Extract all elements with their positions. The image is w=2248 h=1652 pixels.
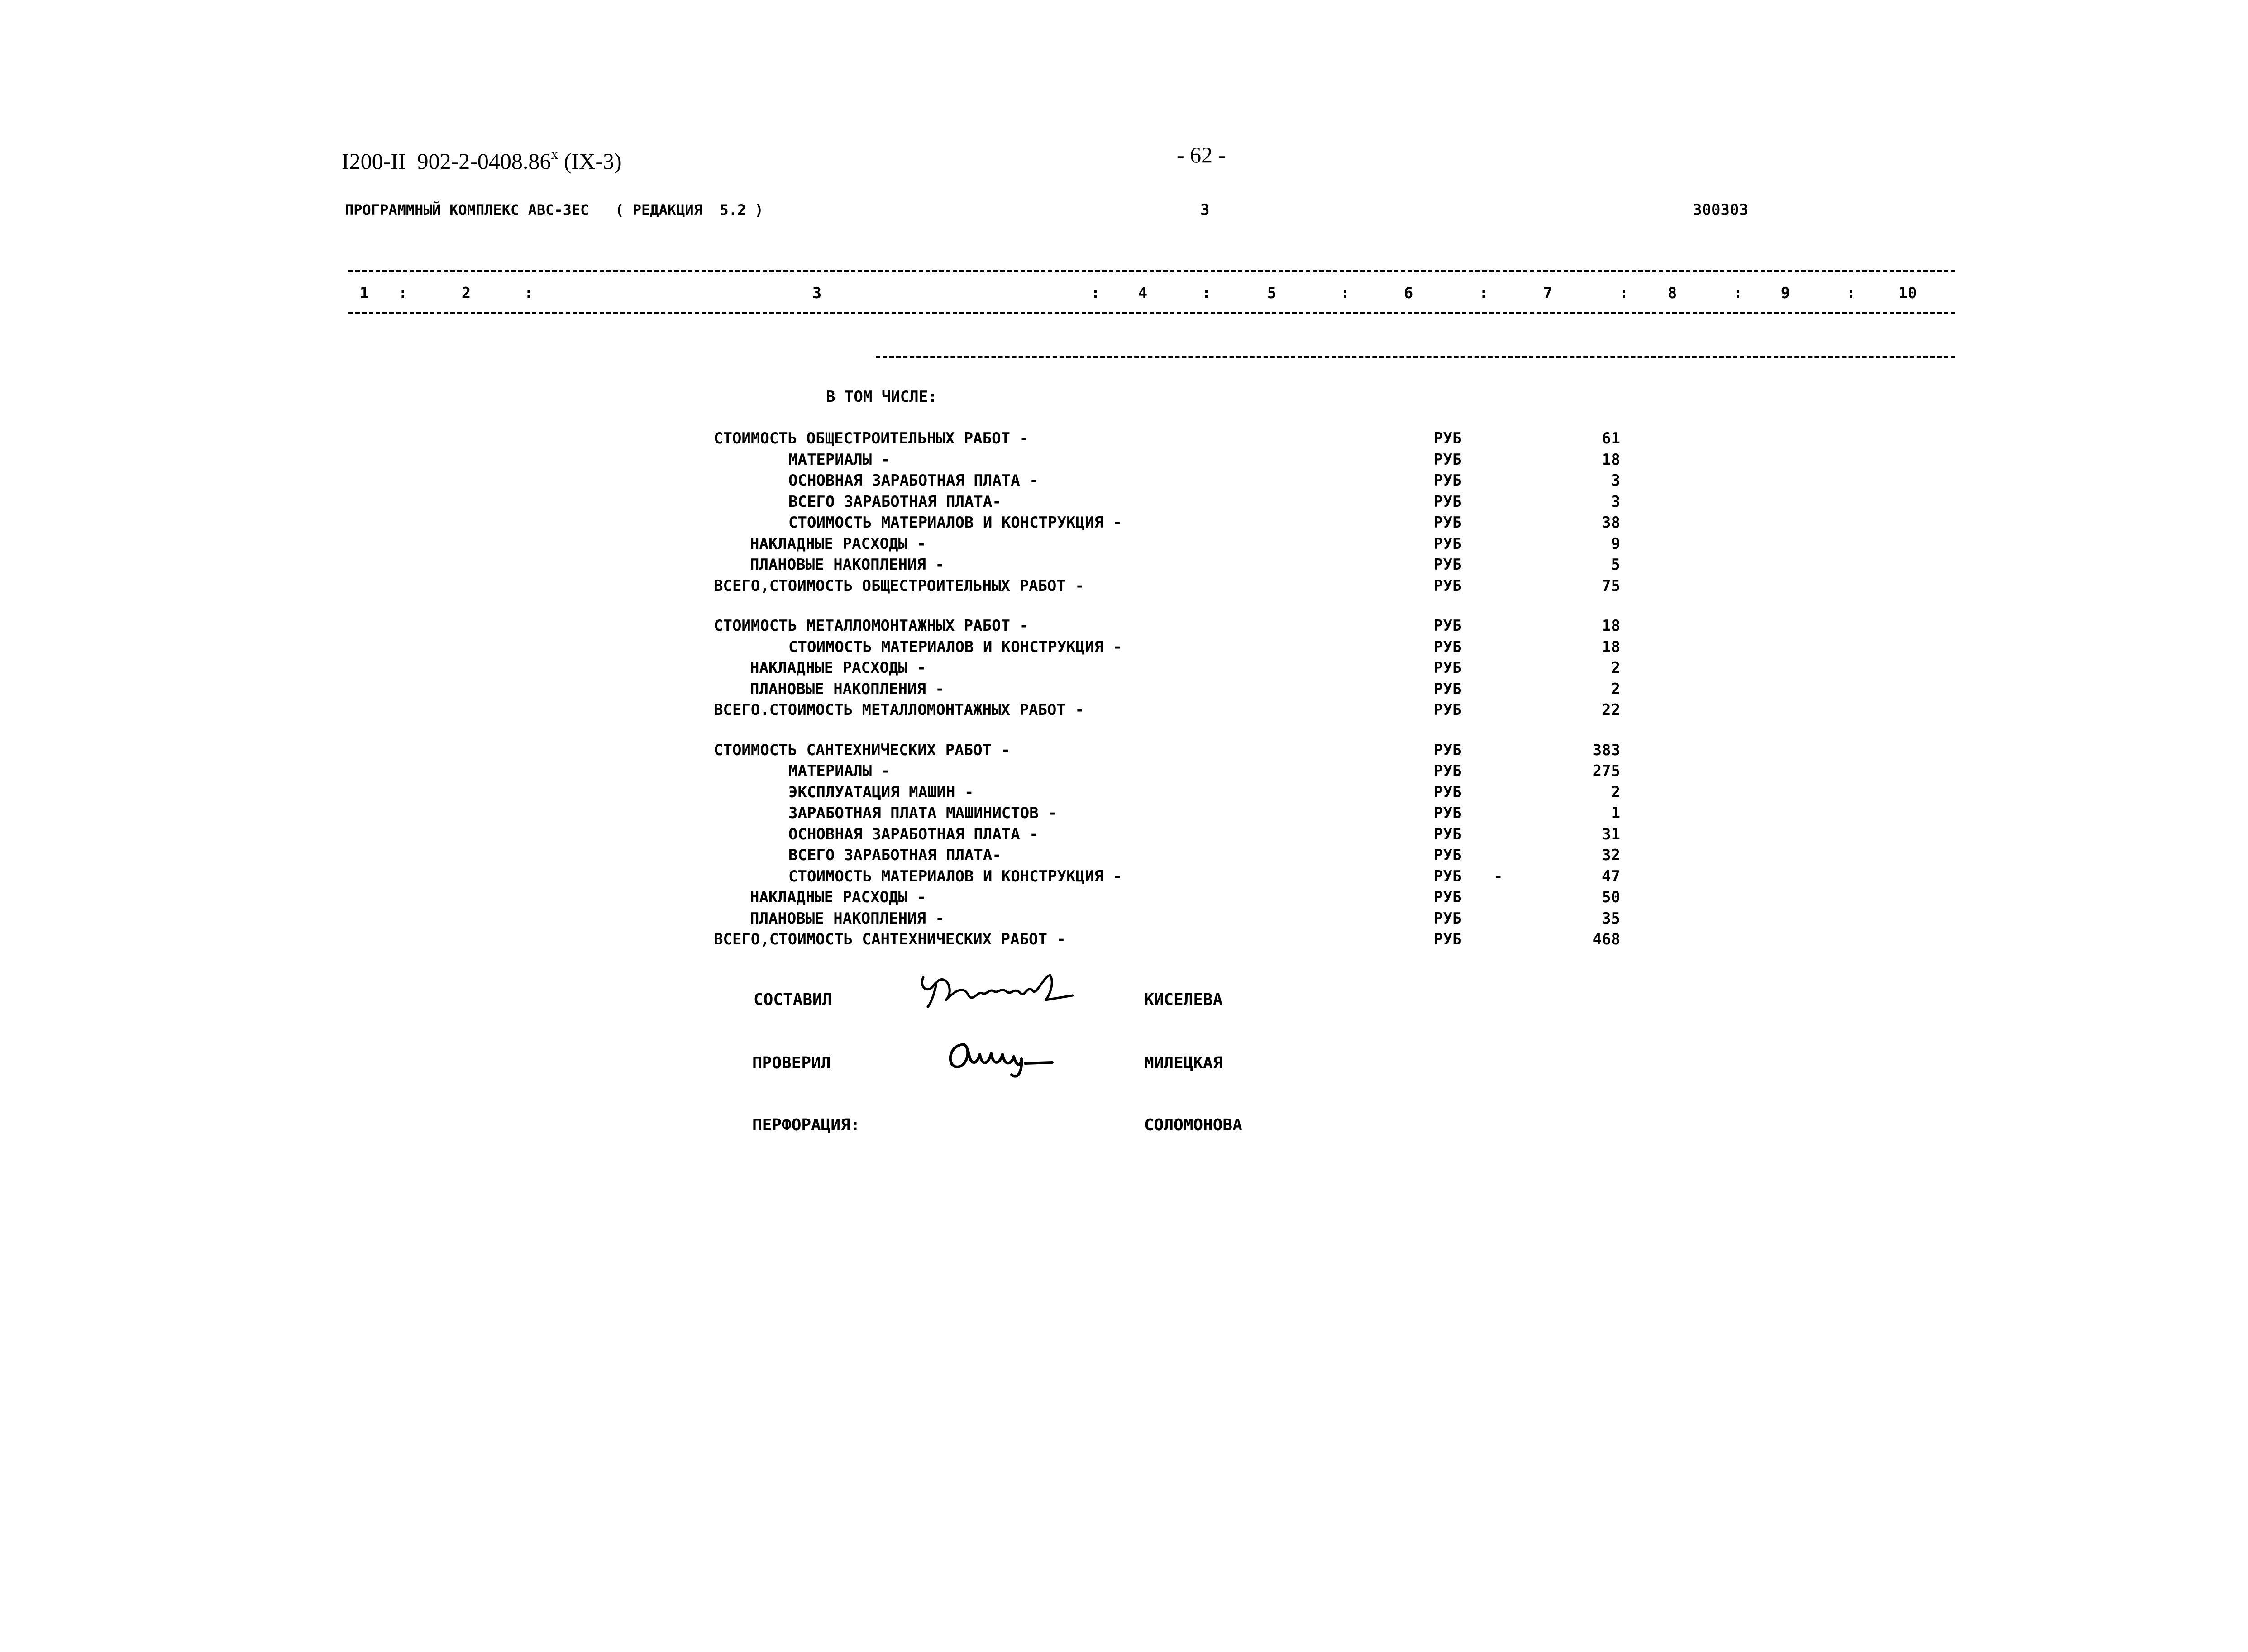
cost-row-unit: РУБ	[1434, 514, 1462, 532]
cost-row-value: 5	[1611, 556, 1620, 574]
cost-row-label: НАКЛАДНЫЕ РАСХОДЫ -	[750, 888, 926, 906]
cost-row-value: 47	[1602, 867, 1620, 886]
cost-row-value: 38	[1602, 514, 1620, 532]
cost-row-value: 383	[1592, 741, 1620, 759]
cost-row-value: 75	[1602, 577, 1620, 595]
cost-row-label: ВСЕГО ЗАРАБОТНАЯ ПЛАТА-	[788, 846, 1002, 864]
cost-row	[0, 929, 2248, 950]
cost-row	[0, 845, 2248, 866]
cost-row-label: ВСЕГО,СТОИМОСТЬ ОБЩЕСТРОИТЕЛЬНЫХ РАБОТ -	[714, 577, 1084, 595]
cost-row-value: 35	[1602, 909, 1620, 928]
cost-row-label: ВСЕГО.СТОИМОСТЬ МЕТАЛЛОМОНТАЖНЫХ РАБОТ -	[714, 701, 1084, 719]
cost-row-label: ОСНОВНАЯ ЗАРАБОТНАЯ ПЛАТА -	[788, 825, 1039, 843]
column-number-4: 4	[1138, 284, 1148, 302]
column-header-top-rule	[348, 270, 1955, 272]
column-number-8: 8	[1667, 284, 1677, 302]
cost-row-label: СТОИМОСТЬ МАТЕРИАЛОВ И КОНСТРУКЦИЯ -	[788, 867, 1122, 886]
checked-name: МИЛЕЦКАЯ	[1144, 1054, 1223, 1072]
cost-row-value: 2	[1611, 659, 1620, 677]
cost-row-label: СТОИМОСТЬ МЕТАЛЛОМОНТАЖНЫХ РАБОТ -	[714, 617, 1029, 635]
cost-row-unit: РУБ	[1434, 825, 1462, 843]
program-line: ПРОГРАММНЫЙ КОМПЛЕКС АВС-3ЕС ( РЕДАКЦИЯ 5.2 )	[345, 201, 764, 219]
cost-row	[0, 554, 2248, 575]
cost-row	[0, 637, 2248, 657]
cost-row-label: НАКЛАДНЫЕ РАСХОДЫ -	[750, 535, 926, 553]
cost-row-value: 468	[1592, 930, 1620, 948]
cost-row	[0, 615, 2248, 636]
cost-row-value: 3	[1611, 471, 1620, 490]
cost-row	[0, 428, 2248, 449]
cost-row	[0, 908, 2248, 929]
column-separator: :	[1619, 284, 1629, 302]
cost-row-unit: РУБ	[1434, 577, 1462, 595]
cost-row-value: 50	[1602, 888, 1620, 906]
cost-row-unit: РУБ	[1434, 493, 1462, 511]
cost-row-value: 275	[1592, 762, 1620, 780]
column-separator: :	[1091, 284, 1100, 302]
column-separator: :	[1341, 284, 1350, 302]
column-separator: :	[1733, 284, 1743, 302]
cost-row-unit: РУБ	[1434, 741, 1462, 759]
cost-row	[0, 887, 2248, 908]
cost-row-unit: РУБ	[1434, 930, 1462, 948]
compiled-name: КИСЕЛЕВА	[1144, 990, 1223, 1009]
cost-row	[0, 470, 2248, 491]
cost-row-label: СТОИМОСТЬ МАТЕРИАЛОВ И КОНСТРУКЦИЯ -	[788, 638, 1122, 656]
cost-row-unit: РУБ	[1434, 535, 1462, 553]
cost-row	[0, 761, 2248, 781]
column-number-2: 2	[461, 284, 471, 302]
cost-row-value: 3	[1611, 493, 1620, 511]
perforation-name: СОЛОМОНОВА	[1144, 1116, 1242, 1134]
compiled-label: СОСТАВИЛ	[754, 990, 832, 1009]
cost-row-unit: РУБ	[1434, 471, 1462, 490]
section-rule	[876, 356, 1955, 358]
page-number: - 62 -	[1177, 142, 1226, 167]
cost-row-value: 32	[1602, 846, 1620, 864]
cost-row-label: ОСНОВНАЯ ЗАРАБОТНАЯ ПЛАТА -	[788, 471, 1039, 490]
checked-label: ПРОВЕРИЛ	[752, 1054, 831, 1072]
column-number-9: 9	[1780, 284, 1790, 302]
column-separator: :	[1847, 284, 1856, 302]
cost-row-unit: РУБ	[1434, 429, 1462, 448]
column-number-7: 7	[1543, 284, 1553, 302]
document-code-suffix: (IX-3)	[558, 148, 622, 174]
cost-row-label: ПЛАНОВЫЕ НАКОПЛЕНИЯ -	[750, 680, 945, 698]
cost-row-unit: РУБ	[1434, 804, 1462, 822]
cost-row-label: НАКЛАДНЫЕ РАСХОДЫ -	[750, 659, 926, 677]
cost-row-value: 31	[1602, 825, 1620, 843]
cost-row-label: ВСЕГО ЗАРАБОТНАЯ ПЛАТА-	[788, 493, 1002, 511]
cost-row-mark: -	[1494, 867, 1503, 886]
cost-row-label: МАТЕРИАЛЫ -	[788, 451, 891, 469]
column-separator: :	[524, 284, 534, 302]
cost-row-label: ЭКСПЛУАТАЦИЯ МАШИН -	[788, 783, 974, 801]
cost-row	[0, 679, 2248, 700]
cost-row-label: ПЛАНОВЫЕ НАКОПЛЕНИЯ -	[750, 909, 945, 928]
cost-row-unit: РУБ	[1434, 701, 1462, 719]
column-number-10: 10	[1898, 284, 1917, 302]
cost-row-unit: РУБ	[1434, 638, 1462, 656]
column-header-bottom-rule	[348, 312, 1955, 314]
cost-row-value: 18	[1602, 638, 1620, 656]
cost-row-label: СТОИМОСТЬ САНТЕХНИЧЕСКИХ РАБОТ -	[714, 741, 1011, 759]
cost-row	[0, 512, 2248, 533]
program-page: 3	[1200, 201, 1210, 219]
cost-row-value: 2	[1611, 680, 1620, 698]
cost-row-value: 2	[1611, 783, 1620, 801]
cost-row-unit: РУБ	[1434, 680, 1462, 698]
cost-row	[0, 740, 2248, 761]
compiled-signature	[914, 968, 1077, 1020]
cost-row-value: 18	[1602, 451, 1620, 469]
cost-row-unit: РУБ	[1434, 846, 1462, 864]
column-separator: :	[1202, 284, 1211, 302]
cost-row-unit: РУБ	[1434, 867, 1462, 886]
column-number-1: 1	[359, 284, 369, 302]
cost-row-unit: РУБ	[1434, 451, 1462, 469]
cost-row-unit: РУБ	[1434, 762, 1462, 780]
document-code-main: I200-II 902-2-0408.86	[342, 148, 551, 174]
cost-row-unit: РУБ	[1434, 659, 1462, 677]
cost-row-label: СТОИМОСТЬ МАТЕРИАЛОВ И КОНСТРУКЦИЯ -	[788, 514, 1122, 532]
cost-row-unit: РУБ	[1434, 556, 1462, 574]
cost-row	[0, 491, 2248, 512]
column-number-5: 5	[1267, 284, 1277, 302]
cost-row-value: 22	[1602, 701, 1620, 719]
cost-row-value: 9	[1611, 535, 1620, 553]
column-separator: :	[398, 284, 408, 302]
cost-row-value: 61	[1602, 429, 1620, 448]
cost-row-label: ЗАРАБОТНАЯ ПЛАТА МАШИНИСТОВ -	[788, 804, 1057, 822]
cost-row-label: МАТЕРИАЛЫ -	[788, 762, 891, 780]
cost-row-unit: РУБ	[1434, 888, 1462, 906]
cost-row	[0, 449, 2248, 470]
cost-row-unit: РУБ	[1434, 909, 1462, 928]
cost-row	[0, 576, 2248, 596]
checked-signature	[944, 1032, 1061, 1083]
column-separator: :	[1479, 284, 1489, 302]
cost-row	[0, 782, 2248, 803]
cost-row-label: ВСЕГО,СТОИМОСТЬ САНТЕХНИЧЕСКИХ РАБОТ -	[714, 930, 1066, 948]
cost-row-unit: РУБ	[1434, 783, 1462, 801]
section-intro: В ТОМ ЧИСЛЕ:	[826, 388, 937, 406]
perforation-label: ПЕРФОРАЦИЯ:	[752, 1116, 860, 1134]
cost-row-label: СТОИМОСТЬ ОБЩЕСТРОИТЕЛЬНЫХ РАБОТ -	[714, 429, 1029, 448]
cost-row	[0, 657, 2248, 678]
column-number-3: 3	[812, 284, 822, 302]
document-code-superscript: x	[551, 146, 558, 162]
document-code	[342, 140, 622, 175]
cost-row	[0, 803, 2248, 824]
cost-row	[0, 700, 2248, 720]
cost-row-value: 1	[1611, 804, 1620, 822]
cost-row	[0, 533, 2248, 554]
cost-row-unit: РУБ	[1434, 617, 1462, 635]
cost-row	[0, 866, 2248, 887]
column-number-6: 6	[1403, 284, 1413, 302]
cost-row-label: ПЛАНОВЫЕ НАКОПЛЕНИЯ -	[750, 556, 945, 574]
cost-row-value: 18	[1602, 617, 1620, 635]
cost-row	[0, 824, 2248, 845]
program-code: 300303	[1693, 201, 1748, 219]
